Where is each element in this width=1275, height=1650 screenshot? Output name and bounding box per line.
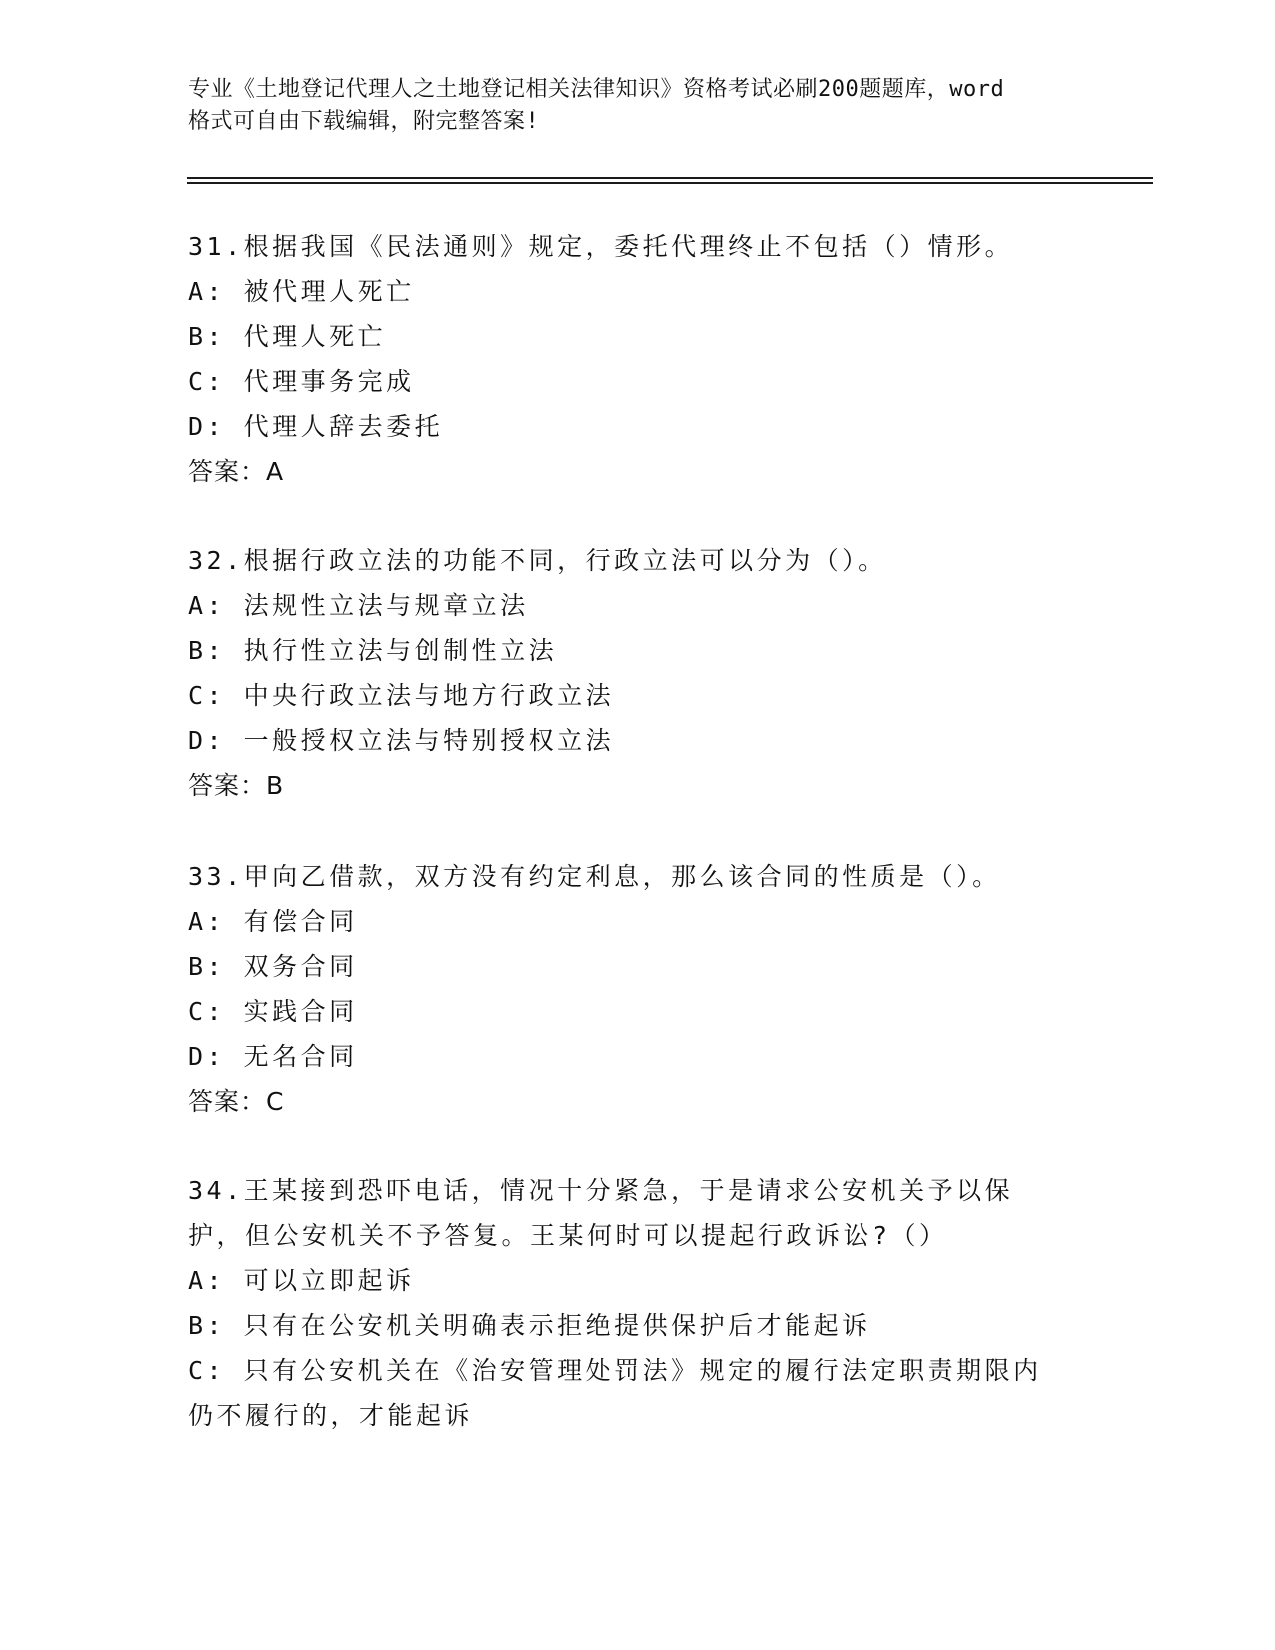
question-stem: 34.王某接到恐吓电话，情况十分紧急，于是请求公安机关予以保护，但公安机关不予答复。王某何时可以提起行政诉讼?（） bbox=[188, 1176, 1014, 1250]
option-c: C: 实践合同 bbox=[188, 997, 358, 1026]
question-stem: 33.甲向乙借款，双方没有约定利息，那么该合同的性质是（）。 bbox=[188, 862, 1001, 891]
option-a: A: 有偿合同 bbox=[188, 907, 358, 936]
option-b: B: 执行性立法与创制性立法 bbox=[188, 636, 558, 665]
option-a: A: 被代理人死亡 bbox=[188, 277, 415, 306]
option-c: C: 中央行政立法与地方行政立法 bbox=[188, 681, 615, 710]
question-33 bbox=[188, 854, 1088, 1124]
option-c: C: 只有公安机关在《治安管理处罚法》规定的履行法定职责期限内仍不履行的，才能起诉 bbox=[188, 1356, 1042, 1430]
option-a: A: 可以立即起诉 bbox=[188, 1266, 415, 1295]
answer-label: 答案：B bbox=[188, 771, 285, 800]
answer-label: 答案：C bbox=[188, 1087, 285, 1116]
question-34 bbox=[188, 1168, 1088, 1438]
answer-label: 答案：A bbox=[188, 457, 285, 486]
option-d: D: 无名合同 bbox=[188, 1042, 358, 1071]
document-header bbox=[188, 74, 1088, 138]
header-line-2: 格式可自由下载编辑，附完整答案! bbox=[188, 109, 540, 134]
option-b: B: 代理人死亡 bbox=[188, 322, 387, 351]
header-divider-top bbox=[187, 177, 1153, 179]
question-31 bbox=[188, 224, 1088, 494]
question-stem: 31.根据我国《民法通则》规定，委托代理终止不包括（）情形。 bbox=[188, 232, 1014, 261]
header-line-1: 专业《土地登记代理人之土地登记相关法律知识》资格考试必刷200题题库，word bbox=[188, 77, 1005, 102]
option-d: D: 代理人辞去委托 bbox=[188, 412, 444, 441]
option-c: C: 代理事务完成 bbox=[188, 367, 415, 396]
option-b: B: 只有在公安机关明确表示拒绝提供保护后才能起诉 bbox=[188, 1311, 871, 1340]
header-divider-bottom bbox=[187, 182, 1153, 184]
option-b: B: 双务合同 bbox=[188, 952, 358, 981]
question-stem: 32.根据行政立法的功能不同，行政立法可以分为（）。 bbox=[188, 546, 887, 575]
option-d: D: 一般授权立法与特别授权立法 bbox=[188, 726, 615, 755]
option-a: A: 法规性立法与规章立法 bbox=[188, 591, 529, 620]
question-32 bbox=[188, 538, 1088, 808]
